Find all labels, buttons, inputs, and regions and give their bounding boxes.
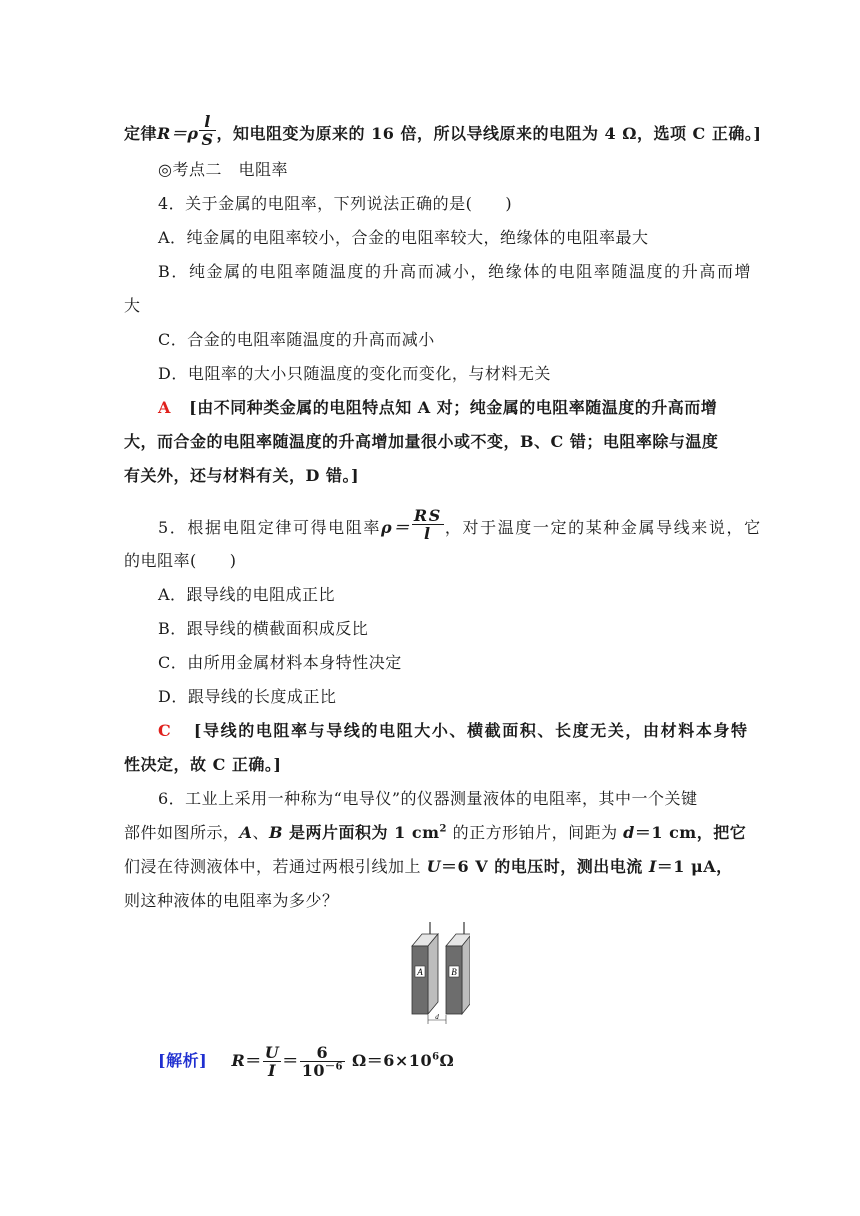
q6-line2 [124, 823, 747, 843]
q3-formula-lhs: R＝ρ [157, 124, 199, 143]
solution-r: R [231, 1051, 246, 1070]
q5-answer-line [158, 721, 749, 741]
q6-var-d: d [623, 823, 635, 842]
q3-fraction [199, 113, 215, 148]
q5-formula-lhs: ρ＝ [380, 518, 411, 537]
q4-explanation-2: 大，而合金的电阻率随温度的升高增加量很小或不变，B、C 错；电阻率除与温度 [124, 432, 719, 451]
q4-option-d: D．电阻率的大小只随温度的变化而变化，与材料无关 [158, 364, 551, 383]
plate-b-side [462, 936, 470, 1014]
plate-a-face [412, 946, 428, 1014]
solution-eq: ＝ [245, 1051, 262, 1070]
q4-answer-line [158, 398, 740, 418]
q5-explanation-1: [导线的电阻率与导线的电阻大小、横截面积、长度无关，由材料本身特 [193, 721, 749, 740]
q4-answer-letter: A [158, 398, 171, 417]
q6-var-u: U [426, 857, 442, 876]
q6-text: 、 [252, 823, 269, 842]
q6-line4: 则这种液体的电阻率为多少？ [124, 891, 339, 910]
solution-frac2-num: 6 [300, 1044, 345, 1062]
solution-result-exp: 6 [432, 1051, 440, 1063]
q6-text: 是两片面积为 1 cm [282, 823, 440, 842]
solution-frac1-den: I [267, 1061, 276, 1080]
solution-tag: [解析] [158, 1051, 208, 1070]
q4-option-c: C．合金的电阻率随温度的升高而减小 [158, 330, 435, 349]
q4-explanation-3: 有关外，还与材料有关，D 错。] [124, 466, 360, 485]
q3-fraction-denominator: S [201, 130, 214, 149]
q4-explanation-1: [由不同种类金属的电阻特点知 A 对；纯金属的电阻率随温度的升高而增 [189, 398, 718, 417]
q5-stem-prefix: 5．根据电阻定律可得电阻率 [158, 518, 381, 537]
q6-text: 部件如图所示， [124, 823, 240, 842]
q3-prefix: 定律 [124, 124, 158, 143]
q4-option-a: A．纯金属的电阻率较小，合金的电阻率较大，绝缘体的电阻率最大 [158, 228, 649, 247]
q5-option-a: A．跟导线的电阻成正比 [158, 585, 336, 604]
q6-sup: 2 [439, 823, 447, 835]
solution-frac2-den-base: 10 [301, 1061, 325, 1080]
q6-var-b: B [268, 823, 283, 842]
solution-fraction-ui [263, 1044, 281, 1079]
q5-fraction-denominator: l [424, 524, 432, 543]
q6-line1: 6．工业上采用一种称为“电导仪”的仪器测量液体的电阻率，其中一个关键 [158, 789, 698, 808]
q4-option-b: B．纯金属的电阻率随温度的升高而减小，绝缘体的电阻率随温度的升高而增 [158, 262, 753, 281]
solution-line [158, 1044, 774, 1079]
q5-option-d: D．跟导线的长度成正比 [158, 687, 337, 706]
q5-explanation-2: 性决定，故 C 正确。] [124, 755, 282, 774]
q6-var-i: I [648, 857, 657, 876]
section-title: ◎考点二 电阻率 [158, 160, 288, 179]
q6-line3 [124, 857, 740, 877]
q6-text: ＝6 V 的电压时，测出电流 [441, 857, 649, 876]
q5-fraction [412, 507, 444, 542]
q4-stem: 4．关于金属的电阻率，下列说法正确的是( ) [158, 194, 513, 213]
gap-label: d [435, 1013, 439, 1021]
solution-fraction-numeric [300, 1044, 345, 1079]
plate-a-side [428, 934, 438, 1014]
solution-frac2-den [300, 1062, 345, 1079]
q6-text: ＝1 cm，把它 [634, 823, 747, 842]
solution-result: Ω＝6×10 [345, 1051, 433, 1070]
electrode-plates-figure [400, 922, 470, 1026]
q5-stem [158, 506, 762, 543]
q3-explanation-text: ，知电阻变为原来的 16 倍，所以导线原来的电阻为 4 Ω，选项 C 正确。] [216, 124, 762, 143]
q6-var-a: A [239, 823, 253, 842]
q5-stem-line2: 的电阻率( ) [124, 551, 237, 570]
plate-b-label: B [451, 967, 457, 977]
q5-option-b: B．跟导线的横截面积成反比 [158, 619, 369, 638]
q5-stem-suffix: ，对于温度一定的某种金属导线来说，它 [444, 518, 762, 537]
q5-fraction-numerator: RS [413, 506, 442, 525]
q6-text: 的正方形铂片，间距为 [446, 823, 624, 842]
q5-option-c: C．由所用金属材料本身特性决定 [158, 653, 402, 672]
plate-b-face [446, 946, 462, 1014]
q6-text: ＝1 μA， [656, 857, 733, 876]
plate-a-label: A [417, 967, 423, 977]
solution-eq: ＝ [282, 1051, 299, 1070]
q4-option-b-cont: 大 [124, 296, 141, 315]
solution-result-unit: Ω [439, 1051, 455, 1070]
q3-explanation-tail [124, 112, 762, 149]
solution-frac1-num: U [264, 1043, 280, 1062]
q6-text: 们浸在待测液体中，若通过两根引线加上 [124, 857, 427, 876]
solution-frac2-den-exp: －6 [324, 1061, 343, 1073]
q5-answer-letter: C [158, 721, 173, 740]
q3-fraction-numerator: l [199, 113, 215, 131]
